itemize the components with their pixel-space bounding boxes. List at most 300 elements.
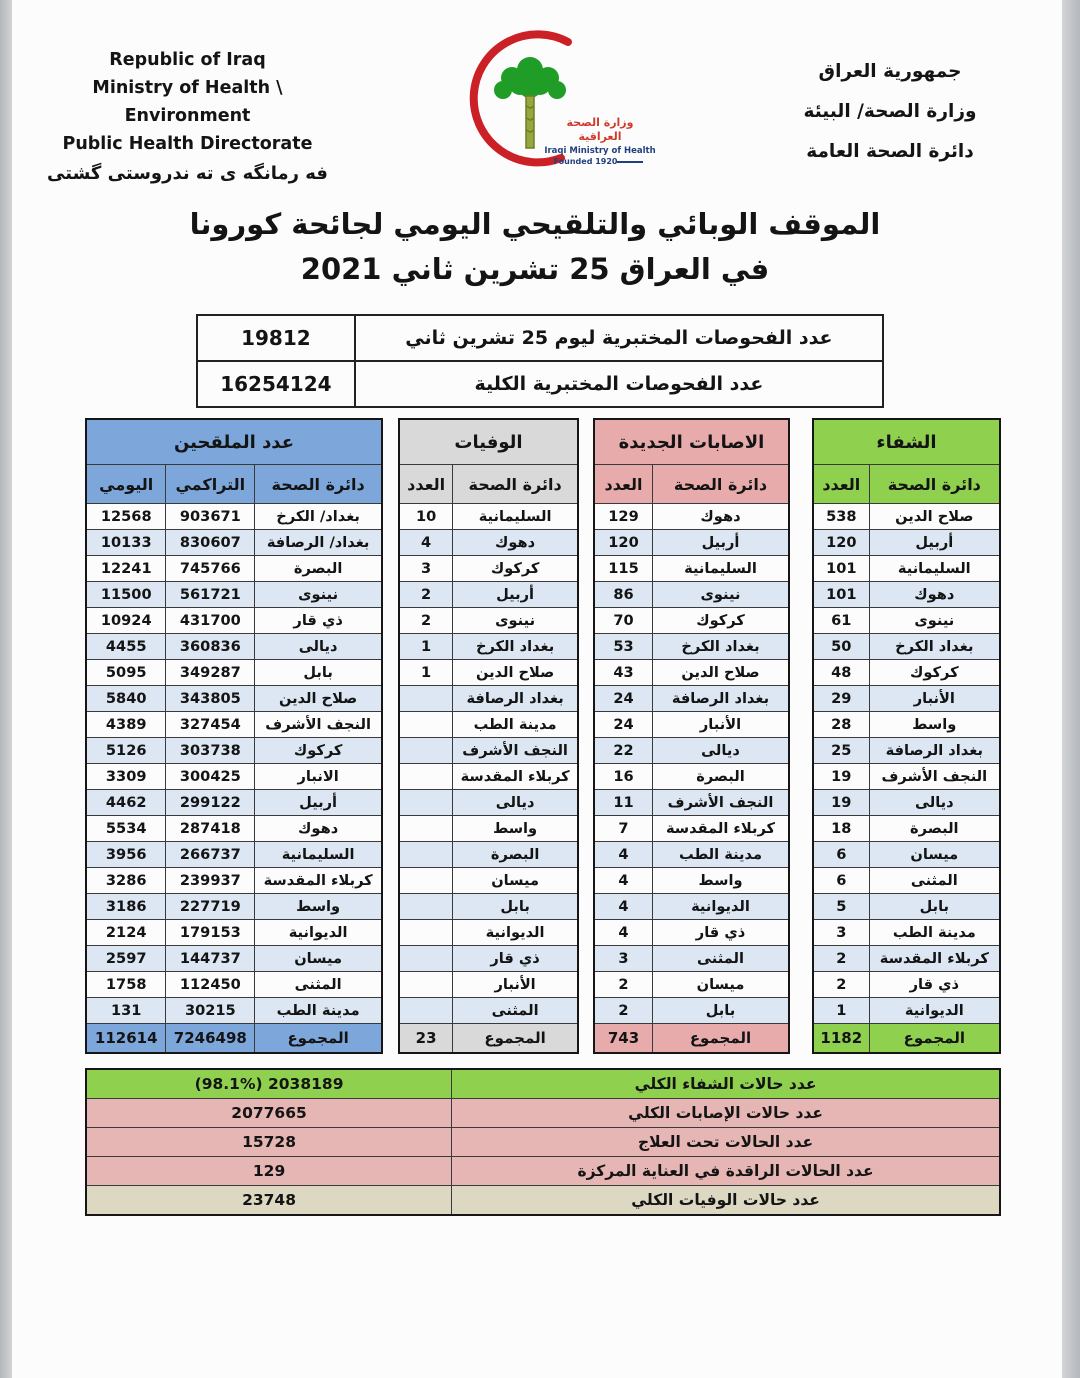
table-cell: كركوك [653,608,790,634]
table-row [399,920,578,946]
report-title-line1: الموقف الوبائي والتلقيحي اليومي لجائحة كورونا [189,207,881,241]
table-cell: 23748 [86,1186,452,1216]
table-cell: كركوك [869,660,1000,686]
column-header: دائرة الصحة [255,465,382,504]
table-row [399,738,578,764]
table-row [86,582,382,608]
table-row [594,738,789,764]
table-row [86,816,382,842]
table-cell: 3956 [86,842,166,868]
table-cell [399,920,453,946]
total-cumulative: 7246498 [166,1024,255,1054]
table-row [813,920,1000,946]
table-cell: بغداد/ الكرخ [255,504,382,530]
table-row [86,920,382,946]
table-row [86,946,382,972]
table-cell: 5095 [86,660,166,686]
table-row [399,504,578,530]
header-english [30,46,345,189]
photo-edge-left [0,0,12,1378]
table-cell: بابل [653,998,790,1024]
lab-tests-body [197,315,883,407]
table-cell: 10 [399,504,453,530]
table-cell [399,868,453,894]
table-row [813,868,1000,894]
table-cell: 29 [813,686,869,712]
vaccinated-table-body [86,504,382,1024]
table-row [594,634,789,660]
table-cell: 1 [399,660,453,686]
table-cell: مدينة الطب [453,712,578,738]
table-cell: واسط [653,868,790,894]
column-header: دائرة الصحة [653,465,790,504]
table-cell: بغداد الرصافة [453,686,578,712]
table-cell [399,790,453,816]
total-value: 1182 [813,1024,869,1054]
column-header: دائرة الصحة [453,465,578,504]
deaths-table [398,418,579,1054]
totals-summary-body [86,1069,1000,1215]
table-row [594,686,789,712]
table-cell: 5840 [86,686,166,712]
table-row [86,608,382,634]
table-cell: بغداد الكرخ [869,634,1000,660]
table-cell: دهوك [255,816,382,842]
table-row [86,972,382,998]
table-row [594,530,789,556]
recovery-table [812,418,1001,1054]
table-cell: كربلاء المقدسة [869,946,1000,972]
table-row [86,790,382,816]
table-cell [399,946,453,972]
table-cell: عدد الفحوصات المختبرية ليوم 25 تشرين ثاني [355,315,883,361]
table-cell: السليمانية [453,504,578,530]
table-cell: 2597 [86,946,166,972]
table-row [813,764,1000,790]
table-cell: 3 [594,946,653,972]
table-cell: 266737 [166,842,255,868]
table-cell: ميسان [255,946,382,972]
table-cell: 3186 [86,894,166,920]
table-cell: 16254124 [197,361,355,407]
table-cell: مدينة الطب [653,842,790,868]
table-row [399,790,578,816]
table-cell: بابل [869,894,1000,920]
table-cell: 299122 [166,790,255,816]
table-cell: 10924 [86,608,166,634]
logo-arabic-name: وزارة الصحة العراقية [566,116,634,143]
table-row [86,998,382,1024]
table-cell: نينوى [869,608,1000,634]
table-cell: 43 [594,660,653,686]
table-cell: 129 [594,504,653,530]
table-cell: 1758 [86,972,166,998]
table-cell: 1 [813,998,869,1024]
table-cell: ديالى [869,790,1000,816]
logo-text [544,116,656,167]
table-cell: 349287 [166,660,255,686]
table-cell: صلاح الدين [653,660,790,686]
vaccinated-table-title: عدد الملقحين [86,419,382,465]
table-cell: 2 [813,946,869,972]
total-daily: 112614 [86,1024,166,1054]
table-cell: الأنبار [869,686,1000,712]
table-cell: 5 [813,894,869,920]
table-cell: 131 [86,998,166,1024]
table-cell: 1 [399,634,453,660]
table-cell: 3 [399,556,453,582]
table-cell: 15728 [86,1128,452,1157]
table-cell: 120 [594,530,653,556]
header-arabic-line3: دائرة الصحة العامة [806,140,974,162]
table-cell: أربيل [869,530,1000,556]
table-cell: 2 [399,608,453,634]
table-row [813,686,1000,712]
photo-edge-right [1062,0,1080,1378]
recovery-table-body [813,504,1000,1024]
table-cell: 129 [86,1157,452,1186]
table-cell: الديوانية [453,920,578,946]
header-arabic-line1: جمهورية العراق [818,61,962,82]
table-cell: صلاح الدين [869,504,1000,530]
column-header: العدد [813,465,869,504]
table-cell: ميسان [869,842,1000,868]
table-cell: السليمانية [653,556,790,582]
table-cell: دهوك [869,582,1000,608]
table-cell: 115 [594,556,653,582]
table-row [813,738,1000,764]
header-english-line2: Ministry of Health \ Environment [92,78,283,126]
table-cell: 48 [813,660,869,686]
table-cell: 3309 [86,764,166,790]
table-cell: 2 [813,972,869,998]
column-header: العدد [399,465,453,504]
table-row [813,946,1000,972]
table-cell: 18 [813,816,869,842]
table-cell: 28 [813,712,869,738]
table-cell: كربلاء المقدسة [255,868,382,894]
table-row [197,315,883,361]
table-cell: بغداد الكرخ [653,634,790,660]
table-cell: 4 [399,530,453,556]
table-cell: 24 [594,686,653,712]
table-cell: واسط [869,712,1000,738]
table-row [594,582,789,608]
table-cell: 11500 [86,582,166,608]
table-row [399,712,578,738]
table-row [594,764,789,790]
table-row [813,608,1000,634]
table-cell: عدد الحالات تحت العلاج [452,1128,1000,1157]
column-header: التراكمي [166,465,255,504]
table-row [594,894,789,920]
table-row [399,660,578,686]
table-cell: عدد حالات الوفيات الكلي [452,1186,1000,1216]
table-cell: السليمانية [869,556,1000,582]
table-cell: 327454 [166,712,255,738]
table-row [594,868,789,894]
header-english-line3: Public Health Directorate [62,134,313,154]
table-cell: 4389 [86,712,166,738]
report-title [140,202,930,292]
table-row [86,738,382,764]
ministry-logo [448,18,658,183]
table-row [813,582,1000,608]
table-row [86,1157,1000,1186]
table-cell [399,894,453,920]
table-cell: 303738 [166,738,255,764]
table-cell: 5126 [86,738,166,764]
table-cell: ذي قار [653,920,790,946]
table-cell: عدد حالات الإصابات الكلي [452,1099,1000,1128]
table-cell: 4462 [86,790,166,816]
table-cell: مدينة الطب [255,998,382,1024]
table-row [86,530,382,556]
table-cell: ميسان [653,972,790,998]
table-row [86,1186,1000,1216]
table-cell: المثنى [653,946,790,972]
table-row [594,816,789,842]
table-cell: 22 [594,738,653,764]
table-cell [399,816,453,842]
table-row [399,998,578,1024]
table-cell: 70 [594,608,653,634]
table-row [86,504,382,530]
table-cell: البصرة [255,556,382,582]
vaccinated-table [85,418,383,1054]
table-cell: 2 [594,972,653,998]
table-row [399,894,578,920]
table-cell: كركوك [453,556,578,582]
table-cell: عدد الحالات الراقدة في العناية المركزة [452,1157,1000,1186]
table-row [813,894,1000,920]
table-row [86,686,382,712]
new-cases-table-title: الاصابات الجديدة [594,419,789,465]
table-row [813,660,1000,686]
table-cell: الأنبار [453,972,578,998]
table-cell: ميسان [453,868,578,894]
total-label: المجموع [255,1024,382,1054]
table-row [594,556,789,582]
table-row [594,608,789,634]
table-cell: 53 [594,634,653,660]
table-cell: 4 [594,920,653,946]
table-cell: المثنى [255,972,382,998]
table-row [86,556,382,582]
table-cell: 50 [813,634,869,660]
table-row [594,660,789,686]
table-row [399,556,578,582]
table-cell: 101 [813,582,869,608]
table-cell: 287418 [166,816,255,842]
table-row [86,764,382,790]
table-cell: الانبار [255,764,382,790]
logo-founded: Founded 1920 [544,157,656,167]
table-cell: عدد حالات الشفاء الكلي [452,1069,1000,1099]
table-row [197,361,883,407]
table-row [399,868,578,894]
table-cell: 24 [594,712,653,738]
table-row [594,946,789,972]
table-row [813,998,1000,1024]
table-cell [399,686,453,712]
table-cell: 16 [594,764,653,790]
table-cell: ديالى [255,634,382,660]
table-cell: 86 [594,582,653,608]
table-cell: نينوى [255,582,382,608]
table-cell: 19 [813,790,869,816]
table-cell [399,842,453,868]
deaths-table-body [399,504,578,1024]
column-header: العدد [594,465,653,504]
table-row [813,842,1000,868]
table-row [399,582,578,608]
table-row [399,816,578,842]
table-row [86,1069,1000,1099]
table-cell: 19 [813,764,869,790]
table-row [813,790,1000,816]
table-row [594,920,789,946]
recovery-table-title: الشفاء [813,419,1000,465]
table-cell: 12241 [86,556,166,582]
table-cell: أربيل [653,530,790,556]
new-cases-table [593,418,790,1054]
column-header: دائرة الصحة [869,465,1000,504]
table-row [594,504,789,530]
table-row [813,530,1000,556]
table-cell: ذي قار [453,946,578,972]
table-cell: الديوانية [869,998,1000,1024]
table-cell: البصرة [869,816,1000,842]
table-cell: 3 [813,920,869,946]
table-cell: 4455 [86,634,166,660]
table-cell: 112450 [166,972,255,998]
table-cell: 227719 [166,894,255,920]
table-cell: 745766 [166,556,255,582]
table-cell: 19812 [197,315,355,361]
table-cell: بغداد الرصافة [653,686,790,712]
table-cell: 30215 [166,998,255,1024]
table-row [594,790,789,816]
table-row [399,972,578,998]
table-cell: 7 [594,816,653,842]
table-row [399,530,578,556]
table-cell: 3286 [86,868,166,894]
table-cell: 2077665 [86,1099,452,1128]
table-cell: بابل [453,894,578,920]
table-cell: 25 [813,738,869,764]
table-cell: 2038189 (98.1%) [86,1069,452,1099]
lab-tests-table [196,314,884,408]
table-cell: أربيل [453,582,578,608]
total-value: 23 [399,1024,453,1054]
table-cell: بغداد الكرخ [453,634,578,660]
table-cell: البصرة [653,764,790,790]
table-cell: 343805 [166,686,255,712]
table-cell: النجف الأشرف [453,738,578,764]
table-cell: 239937 [166,868,255,894]
table-cell [399,998,453,1024]
table-cell: 6 [813,868,869,894]
table-row [594,712,789,738]
table-cell: المثنى [869,868,1000,894]
table-row [399,608,578,634]
table-row [86,660,382,686]
totals-summary-table [85,1068,1001,1216]
table-cell: 2124 [86,920,166,946]
table-cell: 903671 [166,504,255,530]
table-row [813,634,1000,660]
header-english-line1: Republic of Iraq [109,50,266,70]
table-row [594,842,789,868]
logo-english-name: Iraqi Ministry of Health [544,145,656,156]
table-cell: 4 [594,842,653,868]
table-cell: كركوك [255,738,382,764]
table-cell: 360836 [166,634,255,660]
table-cell: الديوانية [255,920,382,946]
table-row [594,972,789,998]
table-cell: 4 [594,894,653,920]
table-cell: كربلاء المقدسة [653,816,790,842]
table-cell: السليمانية [255,842,382,868]
table-row [813,504,1000,530]
table-cell: البصرة [453,842,578,868]
table-cell: بابل [255,660,382,686]
table-cell: 538 [813,504,869,530]
table-cell: 5534 [86,816,166,842]
table-cell: 561721 [166,582,255,608]
table-cell: أربيل [255,790,382,816]
table-row [813,816,1000,842]
table-cell: مدينة الطب [869,920,1000,946]
table-cell: 144737 [166,946,255,972]
header-arabic-line2: وزارة الصحة/ البيئة [803,100,977,122]
table-cell: 12568 [86,504,166,530]
table-cell: 11 [594,790,653,816]
table-cell: واسط [255,894,382,920]
table-cell: 2 [594,998,653,1024]
total-label: المجموع [653,1024,790,1054]
table-row [813,972,1000,998]
table-cell: عدد الفحوصات المختبرية الكلية [355,361,883,407]
table-cell: النجف الأشرف [255,712,382,738]
table-cell: كربلاء المقدسة [453,764,578,790]
table-cell [399,712,453,738]
total-label: المجموع [453,1024,578,1054]
table-row [399,764,578,790]
logo-underline [617,161,643,163]
table-cell: نينوى [653,582,790,608]
table-cell: ذي قار [255,608,382,634]
column-header: اليومي [86,465,166,504]
header-arabic [770,52,1010,171]
table-cell: 2 [399,582,453,608]
table-row [86,868,382,894]
table-row [813,712,1000,738]
table-row [399,946,578,972]
table-row [399,686,578,712]
table-cell: 120 [813,530,869,556]
table-cell: واسط [453,816,578,842]
header-kurdish-line: فه رمانگه ی ته ندروستی گشتی [47,163,328,184]
table-cell: بغداد/ الرصافة [255,530,382,556]
table-cell: ذي قار [869,972,1000,998]
table-cell [399,764,453,790]
table-cell: 101 [813,556,869,582]
table-cell: النجف الأشرف [653,790,790,816]
table-row [86,634,382,660]
table-cell: صلاح الدين [255,686,382,712]
